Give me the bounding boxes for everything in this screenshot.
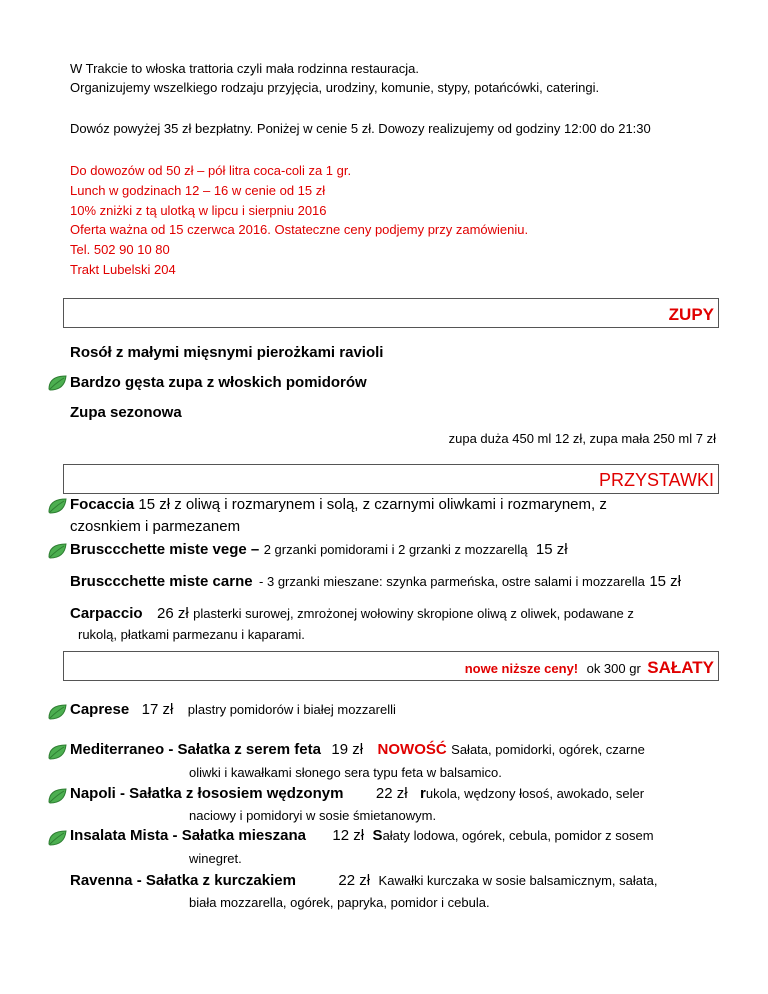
bruschetta-vege-name: Brusccchette miste vege – <box>70 541 260 558</box>
caprese-name: Caprese <box>70 701 130 718</box>
mediterraneo-name: Mediterraneo - Sałatka z serem feta <box>70 741 321 758</box>
focaccia-name: Focaccia <box>70 496 135 513</box>
mediterraneo-desc-cont: oliwki i kawałkami słonego sera typu feta w balsamico. <box>189 765 502 780</box>
section-header-zupy: ZUPY <box>668 305 714 324</box>
bruschetta-carne-price: 15 zł <box>649 573 681 590</box>
ravenna-price: 22 zł <box>338 872 371 889</box>
section-box-zupy <box>63 298 719 328</box>
section-box-salaty <box>63 651 719 681</box>
item-napoli <box>70 785 644 803</box>
mista-desc: ałaty lodowa, ogórek, cebula, pomidor z sosem <box>382 828 654 843</box>
bruschetta-vege-price: 15 zł <box>535 541 568 558</box>
weight-label: ok 300 gr <box>586 661 641 676</box>
item-bruschetta-carne <box>70 573 681 591</box>
napoli-desc-cont: naciowy i pomidoryi w sosie śmietanowym. <box>189 808 437 823</box>
intro-line1: W Trakcie to włoska trattoria czyli mała rodzinna restauracja. <box>70 61 419 76</box>
mista-price: 12 zł <box>332 827 365 844</box>
mista-name: Insalata Mista - Sałatka mieszana <box>70 827 306 844</box>
mediterraneo-price: 19 zł <box>331 741 364 758</box>
focaccia-desc: 15 zł z oliwą i rozmarynem i solą, z czarnymi oliwkami i rozmarynem, z <box>138 496 607 513</box>
promo-lunch: Lunch w godzinach 12 – 16 w cenie od 15 zł <box>70 183 326 198</box>
leaf-icon <box>47 743 67 761</box>
item-caprese <box>70 701 396 719</box>
soup-price-note: zupa duża 450 ml 12 zł, zupa mała 250 ml 7 zł <box>448 431 716 446</box>
promo-coca-cola: Do dowozów od 50 zł – pół litra coca-coli za 1 gr. <box>70 163 352 178</box>
soup-tomato: Bardzo gęsta zupa z włoskich pomidorów <box>70 374 367 391</box>
new-badge: NOWOŚĆ <box>377 741 447 758</box>
soup-rosol: Rosół z małymi mięsnymi pierożkami ravioli <box>70 344 384 361</box>
caprese-desc: plastry pomidorów i białej mozzarelli <box>187 702 396 717</box>
promo-phone: Tel. 502 90 10 80 <box>70 242 170 257</box>
leaf-icon <box>47 497 67 515</box>
item-carpaccio <box>70 605 634 623</box>
leaf-icon <box>47 374 67 392</box>
intro-line2: Organizujemy wszelkiego rodzaju przyjęcia, urodziny, komunie, stypy, potańcówki, cateringi. <box>70 80 600 95</box>
new-prices-label: nowe niższe ceny! <box>464 661 579 676</box>
napoli-desc-initial: r <box>420 785 426 802</box>
carpaccio-desc: plasterki surowej, zmrożonej wołowiny skropione oliwą z oliwek, podawane z <box>193 606 634 621</box>
bruschetta-vege-desc: 2 grzanki pomidorami i 2 grzanki z mozzarellą <box>263 542 528 557</box>
carpaccio-price: 26 zł <box>157 605 189 622</box>
section-header-przystawki: PRZYSTAWKI <box>598 470 714 490</box>
delivery-info: Dowóz powyżej 35 zł bezpłatny. Poniżej w cenie 5 zł. Dowozy realizujemy od godziny 12:00 do 21:30 <box>70 121 651 136</box>
soup-seasonal: Zupa sezonowa <box>70 404 182 421</box>
item-insalata-mista <box>70 827 654 845</box>
leaf-icon <box>47 703 67 721</box>
focaccia-desc-cont: czosnkiem i parmezanem <box>70 518 241 535</box>
ravenna-desc: Kawałki kurczaka w sosie balsamicznym, sałata, <box>378 873 658 888</box>
section-header-salaty: SAŁATY <box>647 658 714 677</box>
caprese-price: 17 zł <box>141 701 174 718</box>
carpaccio-name: Carpaccio <box>70 605 143 622</box>
item-mediterraneo <box>70 741 645 759</box>
leaf-icon <box>47 787 67 805</box>
napoli-desc: ukola, wędzony łosoś, awokado, seler <box>425 786 645 801</box>
section-box-przystawki <box>63 464 719 494</box>
mediterraneo-desc: Sałata, pomidorki, ogórek, czarne <box>451 742 645 757</box>
mista-desc-cont: winegret. <box>189 851 242 866</box>
napoli-price: 22 zł <box>375 785 408 802</box>
item-bruschetta-vege <box>70 541 568 559</box>
mista-desc-initial: S <box>372 827 383 844</box>
leaf-icon <box>47 542 67 560</box>
bruschetta-carne-name: Brusccchette miste carne <box>70 573 253 590</box>
ravenna-name: Ravenna - Sałatka z kurczakiem <box>70 872 296 889</box>
salaty-header-row <box>465 658 714 678</box>
napoli-name: Napoli - Sałatka z łososiem wędzonym <box>70 785 344 802</box>
carpaccio-desc-cont: rukolą, płatkami parmezanu i kaparami. <box>78 627 305 642</box>
leaf-icon <box>47 829 67 847</box>
item-ravenna <box>70 872 657 890</box>
bruschetta-carne-desc: - 3 grzanki mieszane: szynka parmeńska, ostre salami i mozzarella <box>259 574 645 589</box>
ravenna-desc-cont: biała mozzarella, ogórek, papryka, pomidor i cebula. <box>189 895 490 910</box>
promo-offer: Oferta ważna od 15 czerwca 2016. Ostateczne ceny podjemy przy zamówieniu. <box>70 222 529 237</box>
promo-discount: 10% zniżki z tą ulotką w lipcu i sierpniu 2016 <box>70 203 327 218</box>
item-focaccia <box>70 496 607 513</box>
promo-address: Trakt Lubelski 204 <box>70 262 176 277</box>
